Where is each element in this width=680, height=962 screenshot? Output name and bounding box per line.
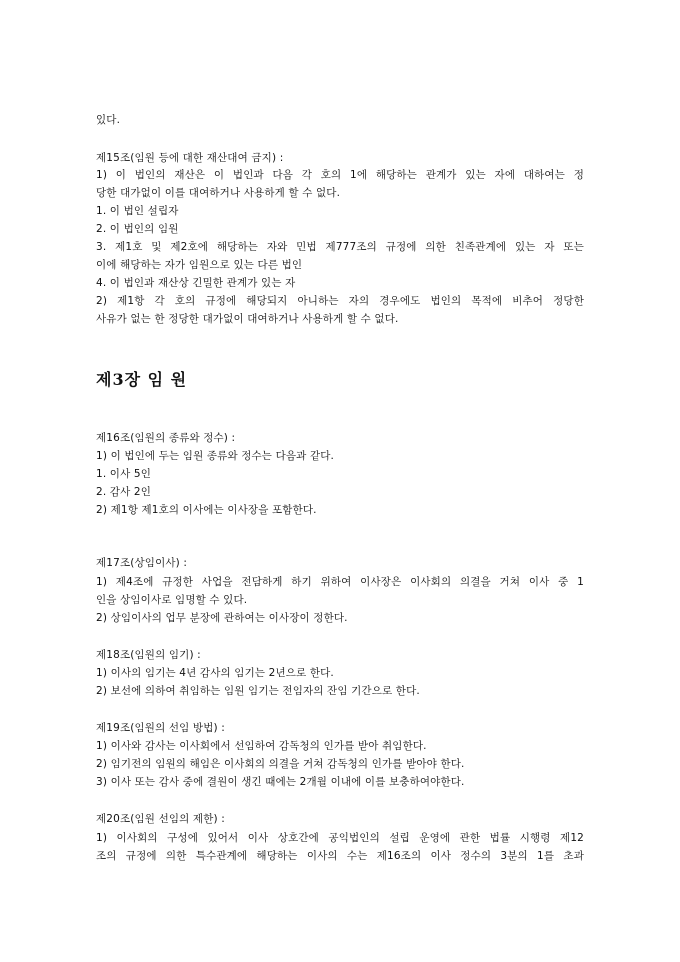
article-18-paragraph-2: 2) 보선에 의하여 취임하는 임원 임기는 전임자의 잔임 기간으로 한다. xyxy=(96,685,420,697)
article-15-item-2: 2. 이 법인의 임원 xyxy=(96,223,179,235)
article-15-paragraph-1-cont: 당한 대가없이 이를 대여하거나 사용하게 할 수 없다. xyxy=(96,187,341,199)
continued-text: 있다. xyxy=(96,114,121,126)
article-16-item-1: 1. 이사 5인 xyxy=(96,468,152,480)
article-15-heading: 제15조(임원 등에 대한 재산대여 금지) : xyxy=(96,152,284,164)
article-18-heading: 제18조(임원의 임기) : xyxy=(96,649,201,661)
article-18-paragraph-1: 1) 이사의 임기는 4년 감사의 임기는 2년으로 한다. xyxy=(96,667,334,679)
article-19-paragraph-3: 3) 이사 또는 감사 중에 결원이 생긴 때에는 2개월 이내에 이를 보충하여야한다. xyxy=(96,776,465,788)
article-20-paragraph-1: 1) 이사회의 구성에 있어서 이사 상호간에 공익법인의 설립 운영에 관한 법률 시행령 제12 xyxy=(96,832,584,844)
article-17-paragraph-1: 1) 제4조에 규정한 사업을 전담하게 하기 위하여 이사장은 이사회의 의결을 거쳐 이사 중 1 xyxy=(96,576,584,588)
article-19-paragraph-2: 2) 임기전의 임원의 해임은 이사회의 의결을 거쳐 감독청의 인가를 받아야 한다. xyxy=(96,758,465,770)
article-16-heading: 제16조(임원의 종류와 정수) : xyxy=(96,432,236,444)
article-19-heading: 제19조(임원의 선임 방법) : xyxy=(96,722,225,734)
article-20-heading: 제20조(임원 선임의 제한) : xyxy=(96,813,225,825)
article-15-paragraph-1: 1) 이 법인의 재산은 이 법인과 다음 각 호의 1에 해당하는 관계가 있는 자에 대하여는 정 xyxy=(96,169,584,181)
chapter-heading: 제3장 임 원 xyxy=(96,370,188,389)
article-16-paragraph-2: 2) 제1항 제1호의 이사에는 이사장을 포함한다. xyxy=(96,504,317,516)
article-16-paragraph-1: 1) 이 법인에 두는 임원 종류와 정수는 다음과 같다. xyxy=(96,450,335,462)
article-15-paragraph-2: 2) 제1항 각 호의 규정에 해당되지 아니하는 자의 경우에도 법인의 목적에 비추어 정당한 xyxy=(96,295,584,307)
article-15-item-3-cont: 이에 해당하는 자가 임원으로 있는 다른 법인 xyxy=(96,259,303,271)
article-15-item-3: 3. 제1호 및 제2호에 해당하는 자와 민법 제777조의 규정에 의한 친족관계에 있는 자 또는 xyxy=(96,241,584,253)
article-17-paragraph-2: 2) 상임이사의 업무 분장에 관하여는 이사장이 정한다. xyxy=(96,612,348,624)
article-17-heading: 제17조(상임이사) : xyxy=(96,557,188,569)
article-15-item-1: 1. 이 법인 설립자 xyxy=(96,205,179,217)
article-19-paragraph-1: 1) 이사와 감사는 이사회에서 선임하여 감독청의 인가를 받아 취임한다. xyxy=(96,740,427,752)
article-15-paragraph-2-cont: 사유가 없는 한 정당한 대가없이 대여하거나 사용하게 할 수 없다. xyxy=(96,313,399,325)
article-15-item-4: 4. 이 법인과 재산상 긴밀한 관계가 있는 자 xyxy=(96,277,296,289)
article-16-item-2: 2. 감사 2인 xyxy=(96,486,152,498)
article-20-paragraph-1-cont: 조의 규정에 의한 특수관계에 해당하는 이사의 수는 제16조의 이사 정수의 3분의 1를 초과 xyxy=(96,850,584,862)
article-17-paragraph-1-cont: 인을 상임이사로 임명할 수 있다. xyxy=(96,594,248,606)
